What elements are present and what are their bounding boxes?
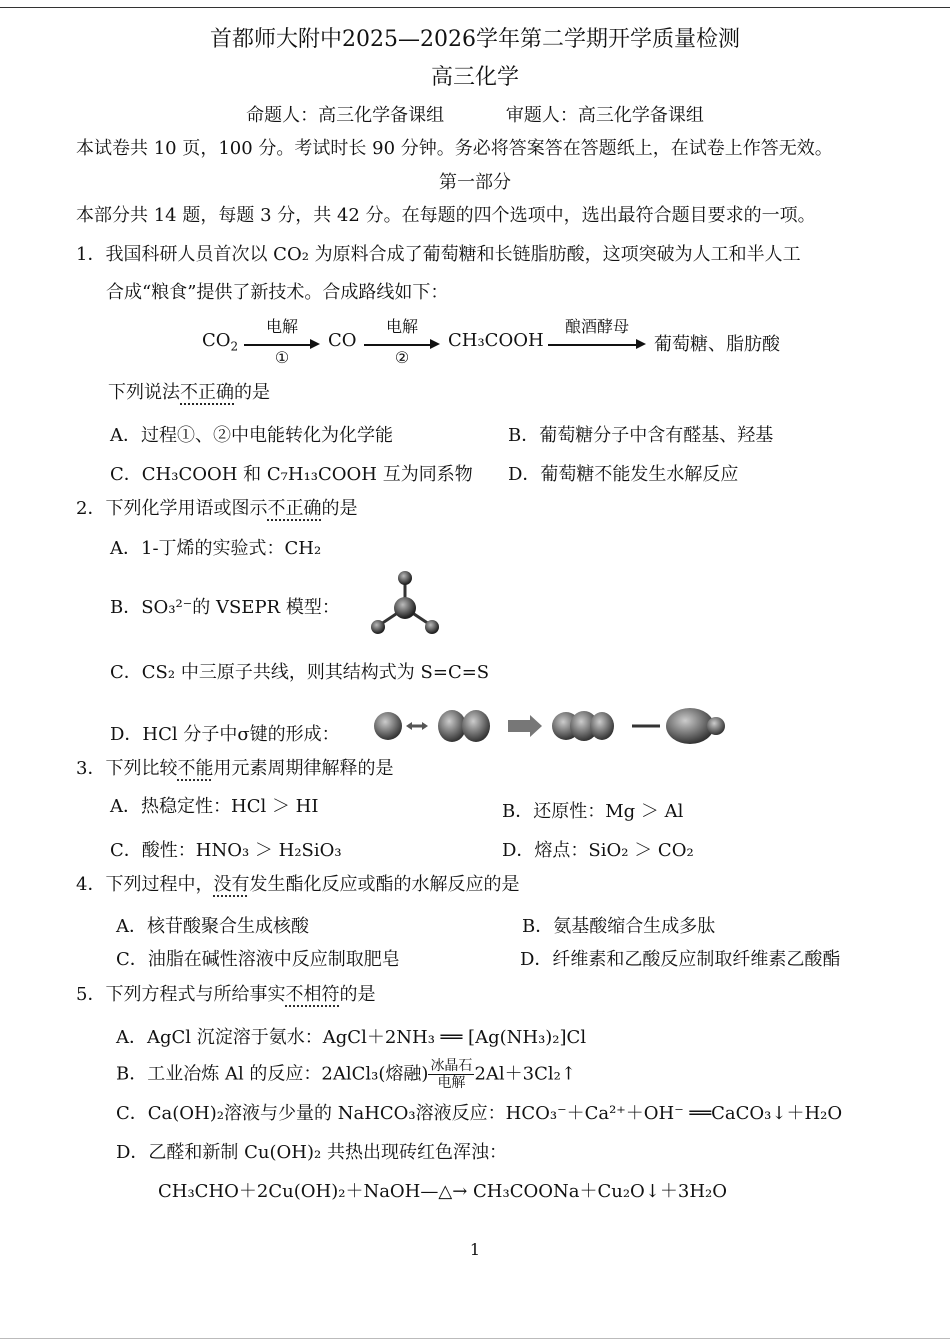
reaction-condition: $\frac{\text{冰晶石}}{\text{电解}}$	[430, 1058, 473, 1091]
q1-option-b: B．葡萄糖分子中含有醛基、羟基	[508, 425, 774, 446]
q3-option-c: C．酸性：HNO₃ ＞ H₂SiO₃	[110, 840, 342, 861]
q5-option-c: C．Ca(OH)₂溶液与少量的 NaHCO₃溶液反应：HCO₃⁻＋Ca²⁺＋OH⁻ ══CaCO₃↓＋H₂O	[116, 1103, 843, 1124]
q1-stem-line2: 合成“粮食”提供了新技术。合成路线如下：	[106, 282, 449, 303]
reviewer: 审题人：高三化学备课组	[505, 105, 704, 126]
q3-option-b: B．还原性：Mg ＞ Al	[502, 801, 684, 822]
exam-title: 首都师大附中2025—2026学年第二学期开学质量检测	[210, 27, 740, 52]
q2-option-c: C．CS₂ 中三原子共线，则其结构式为 S=C=S	[110, 662, 490, 683]
q1-synthesis-route	[196, 318, 816, 368]
exam-subtitle: 高三化学	[430, 65, 519, 90]
q1-option-c: C．CH₃COOH 和 C₇H₁₃COOH 互为同系物	[110, 464, 473, 485]
q5-option-d-equation: CH₃CHO＋2Cu(OH)₂＋NaOH—△→ CH₃COONa＋Cu₂O↓＋3H₂O	[158, 1181, 728, 1202]
q2-stem: 2．下列化学用语或图示不正确的是	[76, 498, 358, 519]
route-arrow-2: 电解 ②	[364, 332, 440, 356]
page-number: 1	[469, 1240, 481, 1259]
q3-stem: 3．下列比较不能用元素周期律解释的是	[76, 758, 394, 779]
q4-option-d: D．纤维素和乙酸反应制取纤维素乙酸酯	[520, 949, 841, 970]
q1-option-a: A．过程①、②中电能转化为化学能	[110, 425, 393, 446]
route-co2: $CO_2$	[202, 330, 239, 354]
route-arrow-3: 酿酒酵母	[548, 332, 646, 356]
q4-option-b: B．氨基酸缩合生成多肽	[522, 916, 716, 937]
route-arrow-1: 电解 ①	[244, 332, 320, 356]
q5-option-d: D．乙醛和新制 Cu(OH)₂ 共热出现砖红色浑浊：	[116, 1142, 507, 1163]
instructions: 本试卷共 10 页，100 分。考试时长 90 分钟。务必将答案答在答题纸上，在试卷上作答无效。	[76, 138, 833, 159]
q3-option-a: A．热稳定性：HCl ＞ HI	[110, 796, 319, 817]
q2-option-a: A．1-丁烯的实验式：CH₂	[110, 538, 322, 559]
q5-stem: 5．下列方程式与所给事实不相符的是	[76, 984, 376, 1005]
q4-option-a: A．核苷酸聚合生成核酸	[116, 916, 309, 937]
route-products: 葡萄糖、脂肪酸	[654, 334, 780, 355]
q4-option-c: C．油脂在碱性溶液中反应制取肥皂	[116, 949, 400, 970]
q3-option-d: D．熔点：SiO₂ ＞ CO₂	[502, 840, 694, 861]
part-title: 第一部分	[439, 172, 511, 193]
sigma-bond-figure	[370, 704, 730, 750]
q4-stem: 4．下列过程中，没有发生酯化反应或酯的水解反应的是	[76, 874, 520, 895]
q1-ask: 下列说法不正确的是	[108, 382, 270, 403]
q1-stem-line1: 1．我国科研人员首次以 CO₂ 为原料合成了葡萄糖和长链脂肪酸，这项突破为人工和半人工	[76, 244, 801, 265]
route-co: CO	[328, 330, 357, 351]
q5-option-a: A．AgCl 沉淀溶于氨水：AgCl＋2NH₃ ══ [Ag(NH₃)₂]Cl	[116, 1027, 587, 1048]
q2-option-b: B．SO₃²⁻的 VSEPR 模型：	[110, 597, 340, 618]
route-acetic-acid: CH₃COOH	[448, 330, 544, 351]
authors-line	[0, 101, 950, 127]
bottom-rule	[0, 1338, 950, 1339]
q5-option-b: B．工业冶炼 Al 的反应：2AlCl₃(熔融) $\frac{\text{冰晶石}}{\text{电解}}$ 2Al＋3Cl₂↑	[116, 1058, 576, 1091]
part-description: 本部分共 14 题，每题 3 分，共 42 分。在每题的四个选项中，选出最符合题目要求的一项。	[76, 205, 816, 226]
author: 命题人：高三化学备课组	[246, 105, 445, 126]
q2-option-d: D．HCl 分子中σ键的形成：	[110, 724, 340, 745]
q1-option-d: D．葡萄糖不能发生水解反应	[508, 464, 739, 485]
vsepr-model-figure	[360, 566, 450, 642]
